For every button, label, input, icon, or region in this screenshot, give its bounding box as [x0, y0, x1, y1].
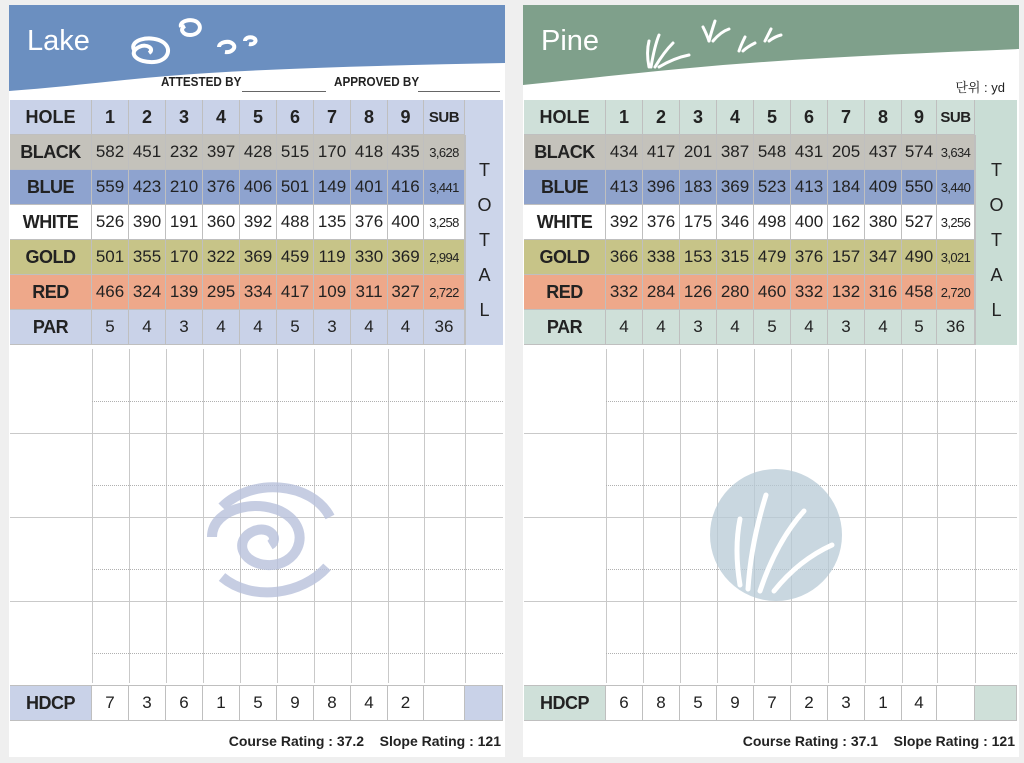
yardage-cell: 170 [166, 240, 203, 275]
yardage-cell: 434 [606, 135, 643, 170]
sub-label: SUB [937, 100, 975, 135]
tee-name: BLUE [10, 170, 92, 205]
subtotal-cell: 3,440 [937, 170, 975, 205]
yardage-cell: 380 [865, 205, 902, 240]
yardage-cell: 334 [240, 275, 277, 310]
yardage-cell: 376 [351, 205, 388, 240]
total-letter: T [479, 229, 490, 250]
hole-row [10, 100, 465, 135]
hole-number: 3 [166, 100, 203, 135]
total-letter: T [479, 159, 490, 180]
total-letter: T [991, 159, 1002, 180]
lake-rating [229, 733, 501, 749]
hdcp-row [524, 685, 1017, 721]
tee-name: RED [524, 275, 606, 310]
yardage-cell: 501 [277, 170, 314, 205]
tee-name: RED [10, 275, 92, 310]
hole-number: 5 [754, 100, 791, 135]
total-letter: L [479, 299, 490, 320]
hdcp-cell: 9 [277, 686, 314, 721]
course-title: Pine [541, 25, 600, 57]
yardage-cell: 548 [754, 135, 791, 170]
tee-row-red [10, 275, 465, 310]
par-cell: 4 [643, 310, 680, 345]
yardage-cell: 396 [643, 170, 680, 205]
hole-number: 4 [203, 100, 240, 135]
par-cell: 4 [240, 310, 277, 345]
hole-number: 7 [314, 100, 351, 135]
hdcp-cell: 4 [902, 686, 937, 721]
par-cell: 4 [203, 310, 240, 345]
yardage-cell: 332 [606, 275, 643, 310]
hole-number: 6 [791, 100, 828, 135]
yardage-cell: 392 [606, 205, 643, 240]
yardage-cell: 527 [902, 205, 937, 240]
yardage-cell: 550 [902, 170, 937, 205]
yardage-cell: 369 [240, 240, 277, 275]
yardage-cell: 488 [277, 205, 314, 240]
hdcp-label: HDCP [524, 686, 606, 721]
hdcp-cell: 1 [203, 686, 240, 721]
lake-score-grid[interactable] [10, 349, 503, 683]
yardage-cell: 400 [791, 205, 828, 240]
yardage-cell: 327 [388, 275, 424, 310]
approved-signature-line[interactable] [418, 91, 500, 92]
course-rating: Course Rating : 37.1 [742, 733, 879, 749]
slope-rating: Slope Rating : 121 [379, 733, 501, 749]
total-column [975, 135, 1017, 345]
yardage-cell: 431 [791, 135, 828, 170]
yardage-cell: 135 [314, 205, 351, 240]
tee-row-white [524, 205, 975, 240]
tee-row-gold [524, 240, 975, 275]
yardage-cell: 413 [606, 170, 643, 205]
yardage-cell: 479 [754, 240, 791, 275]
tee-name: BLACK [524, 135, 606, 170]
subtotal-cell: 3,021 [937, 240, 975, 275]
yardage-cell: 574 [902, 135, 937, 170]
par-cell: 4 [791, 310, 828, 345]
yardage-cell: 284 [643, 275, 680, 310]
total-letter: A [478, 264, 491, 285]
yardage-cell: 390 [129, 205, 166, 240]
yardage-cell: 360 [203, 205, 240, 240]
yardage-cell: 132 [828, 275, 865, 310]
hdcp-cell: 4 [351, 686, 388, 721]
yardage-cell: 401 [351, 170, 388, 205]
par-cell: 5 [902, 310, 937, 345]
par-cell: 3 [680, 310, 717, 345]
par-cell: 4 [717, 310, 754, 345]
tee-name: GOLD [524, 240, 606, 275]
yardage-cell: 315 [717, 240, 754, 275]
par-label: PAR [10, 310, 92, 345]
hdcp-total-cell [465, 686, 503, 721]
hole-row [524, 100, 975, 135]
total-letter: O [477, 194, 492, 215]
hdcp-cell: 5 [680, 686, 717, 721]
yardage-cell: 387 [717, 135, 754, 170]
tee-row-blue [10, 170, 465, 205]
yardage-cell: 139 [166, 275, 203, 310]
course-rating: Course Rating : 37.2 [228, 733, 365, 749]
yardage-cell: 451 [129, 135, 166, 170]
yardage-cell: 417 [643, 135, 680, 170]
yardage-cell: 330 [351, 240, 388, 275]
hdcp-cell: 2 [388, 686, 424, 721]
total-column-top [975, 100, 1017, 135]
swirl-watermark-icon [192, 467, 342, 601]
hole-number: 5 [240, 100, 277, 135]
par-row [524, 310, 975, 345]
hole-number: 4 [717, 100, 754, 135]
par-cell: 4 [865, 310, 902, 345]
par-cell: 4 [129, 310, 166, 345]
hdcp-subtotal-cell [937, 686, 975, 721]
yardage-cell: 295 [203, 275, 240, 310]
yardage-cell: 210 [166, 170, 203, 205]
subtotal-cell: 3,628 [424, 135, 465, 170]
tee-row-black [10, 135, 465, 170]
yardage-cell: 459 [277, 240, 314, 275]
yardage-cell: 232 [166, 135, 203, 170]
yardage-cell: 376 [203, 170, 240, 205]
total-column [465, 135, 503, 345]
attested-signature-line[interactable] [242, 91, 326, 92]
hdcp-cell: 3 [129, 686, 166, 721]
hole-label: HOLE [524, 100, 606, 135]
tee-name: GOLD [10, 240, 92, 275]
yardage-cell: 406 [240, 170, 277, 205]
par-cell: 5 [754, 310, 791, 345]
yardage-cell: 149 [314, 170, 351, 205]
hole-number: 3 [680, 100, 717, 135]
yardage-cell: 316 [865, 275, 902, 310]
yardage-cell: 400 [388, 205, 424, 240]
yardage-cell: 423 [129, 170, 166, 205]
tee-name: WHITE [524, 205, 606, 240]
unit-label: 단위 : yd [955, 80, 1005, 95]
hole-number: 8 [865, 100, 902, 135]
yardage-cell: 397 [203, 135, 240, 170]
yardage-cell: 466 [92, 275, 129, 310]
subtotal-cell: 3,256 [937, 205, 975, 240]
pine-score-grid[interactable] [524, 349, 1017, 683]
hole-number: 2 [643, 100, 680, 135]
par-cell: 4 [606, 310, 643, 345]
tee-row-black [524, 135, 975, 170]
yardage-cell: 332 [791, 275, 828, 310]
hole-number: 8 [351, 100, 388, 135]
total-letter: L [991, 299, 1002, 320]
yardage-cell: 435 [388, 135, 424, 170]
hdcp-row [10, 685, 503, 721]
yardage-cell: 153 [680, 240, 717, 275]
yardage-cell: 515 [277, 135, 314, 170]
yardage-cell: 311 [351, 275, 388, 310]
hdcp-cell: 6 [606, 686, 643, 721]
yardage-cell: 322 [203, 240, 240, 275]
yardage-cell: 119 [314, 240, 351, 275]
hdcp-cell: 1 [865, 686, 902, 721]
yardage-cell: 376 [643, 205, 680, 240]
yardage-cell: 183 [680, 170, 717, 205]
pine-header [523, 5, 1019, 105]
sub-label: SUB [424, 100, 465, 135]
yardage-cell: 338 [643, 240, 680, 275]
hole-number: 7 [828, 100, 865, 135]
yardage-cell: 324 [129, 275, 166, 310]
subtotal-cell: 3,441 [424, 170, 465, 205]
pine-rating [743, 733, 1015, 749]
pine-scorecard [523, 5, 1019, 757]
yardage-cell: 416 [388, 170, 424, 205]
par-cell: 4 [351, 310, 388, 345]
hole-number: 1 [92, 100, 129, 135]
hole-label: HOLE [10, 100, 92, 135]
tee-name: BLACK [10, 135, 92, 170]
tee-row-gold [10, 240, 465, 275]
yardage-cell: 191 [166, 205, 203, 240]
subtotal-cell: 2,994 [424, 240, 465, 275]
yardage-cell: 523 [754, 170, 791, 205]
yardage-cell: 369 [388, 240, 424, 275]
slope-rating: Slope Rating : 121 [893, 733, 1015, 749]
hdcp-cell: 7 [92, 686, 129, 721]
yardage-cell: 417 [277, 275, 314, 310]
yardage-cell: 458 [902, 275, 937, 310]
total-letter: O [989, 194, 1004, 215]
tee-row-white [10, 205, 465, 240]
tee-row-red [524, 275, 975, 310]
hole-number: 1 [606, 100, 643, 135]
yardage-cell: 418 [351, 135, 388, 170]
par-cell: 3 [166, 310, 203, 345]
yardage-cell: 201 [680, 135, 717, 170]
yardage-cell: 366 [606, 240, 643, 275]
subtotal-cell: 3,634 [937, 135, 975, 170]
yardage-cell: 490 [902, 240, 937, 275]
yardage-cell: 392 [240, 205, 277, 240]
tee-row-blue [524, 170, 975, 205]
yardage-cell: 126 [680, 275, 717, 310]
yardage-cell: 280 [717, 275, 754, 310]
hole-number: 2 [129, 100, 166, 135]
tee-name: BLUE [524, 170, 606, 205]
hdcp-cell: 9 [717, 686, 754, 721]
yardage-cell: 559 [92, 170, 129, 205]
total-column-top [465, 100, 503, 135]
tee-name: WHITE [10, 205, 92, 240]
yardage-cell: 376 [791, 240, 828, 275]
yardage-cell: 109 [314, 275, 351, 310]
hdcp-label: HDCP [10, 686, 92, 721]
yardage-cell: 437 [865, 135, 902, 170]
yardage-cell: 184 [828, 170, 865, 205]
yardage-cell: 413 [791, 170, 828, 205]
total-letter: T [991, 229, 1002, 250]
lake-scorecard [9, 5, 505, 757]
yardage-cell: 460 [754, 275, 791, 310]
hdcp-total-cell [975, 686, 1017, 721]
course-title: Lake [27, 25, 90, 57]
yardage-cell: 170 [314, 135, 351, 170]
lake-header [9, 5, 505, 105]
subtotal-cell: 2,720 [937, 275, 975, 310]
par-row [10, 310, 465, 345]
pine-watermark-icon [700, 467, 852, 603]
hdcp-cell: 6 [166, 686, 203, 721]
hole-number: 9 [902, 100, 937, 135]
par-cell: 3 [314, 310, 351, 345]
hdcp-cell: 5 [240, 686, 277, 721]
par-subtotal: 36 [937, 310, 975, 345]
total-letter: A [990, 264, 1003, 285]
par-cell: 5 [277, 310, 314, 345]
yardage-cell: 409 [865, 170, 902, 205]
hole-number: 6 [277, 100, 314, 135]
yardage-cell: 526 [92, 205, 129, 240]
yardage-cell: 369 [717, 170, 754, 205]
yardage-cell: 346 [717, 205, 754, 240]
subtotal-cell: 3,258 [424, 205, 465, 240]
hdcp-cell: 2 [791, 686, 828, 721]
par-cell: 5 [92, 310, 129, 345]
hdcp-cell: 3 [828, 686, 865, 721]
yardage-cell: 347 [865, 240, 902, 275]
yardage-cell: 428 [240, 135, 277, 170]
hole-number: 9 [388, 100, 424, 135]
hdcp-cell: 8 [643, 686, 680, 721]
par-cell: 4 [388, 310, 424, 345]
par-cell: 3 [828, 310, 865, 345]
hdcp-cell: 8 [314, 686, 351, 721]
par-subtotal: 36 [424, 310, 465, 345]
yardage-cell: 501 [92, 240, 129, 275]
yardage-cell: 175 [680, 205, 717, 240]
yardage-cell: 582 [92, 135, 129, 170]
attested-by-label: ATTESTED BY [161, 74, 242, 89]
hdcp-subtotal-cell [424, 686, 465, 721]
yardage-cell: 162 [828, 205, 865, 240]
yardage-cell: 205 [828, 135, 865, 170]
yardage-cell: 498 [754, 205, 791, 240]
yardage-cell: 157 [828, 240, 865, 275]
hdcp-cell: 7 [754, 686, 791, 721]
subtotal-cell: 2,722 [424, 275, 465, 310]
yardage-cell: 355 [129, 240, 166, 275]
par-label: PAR [524, 310, 606, 345]
approved-by-label: APPROVED BY [334, 74, 420, 89]
